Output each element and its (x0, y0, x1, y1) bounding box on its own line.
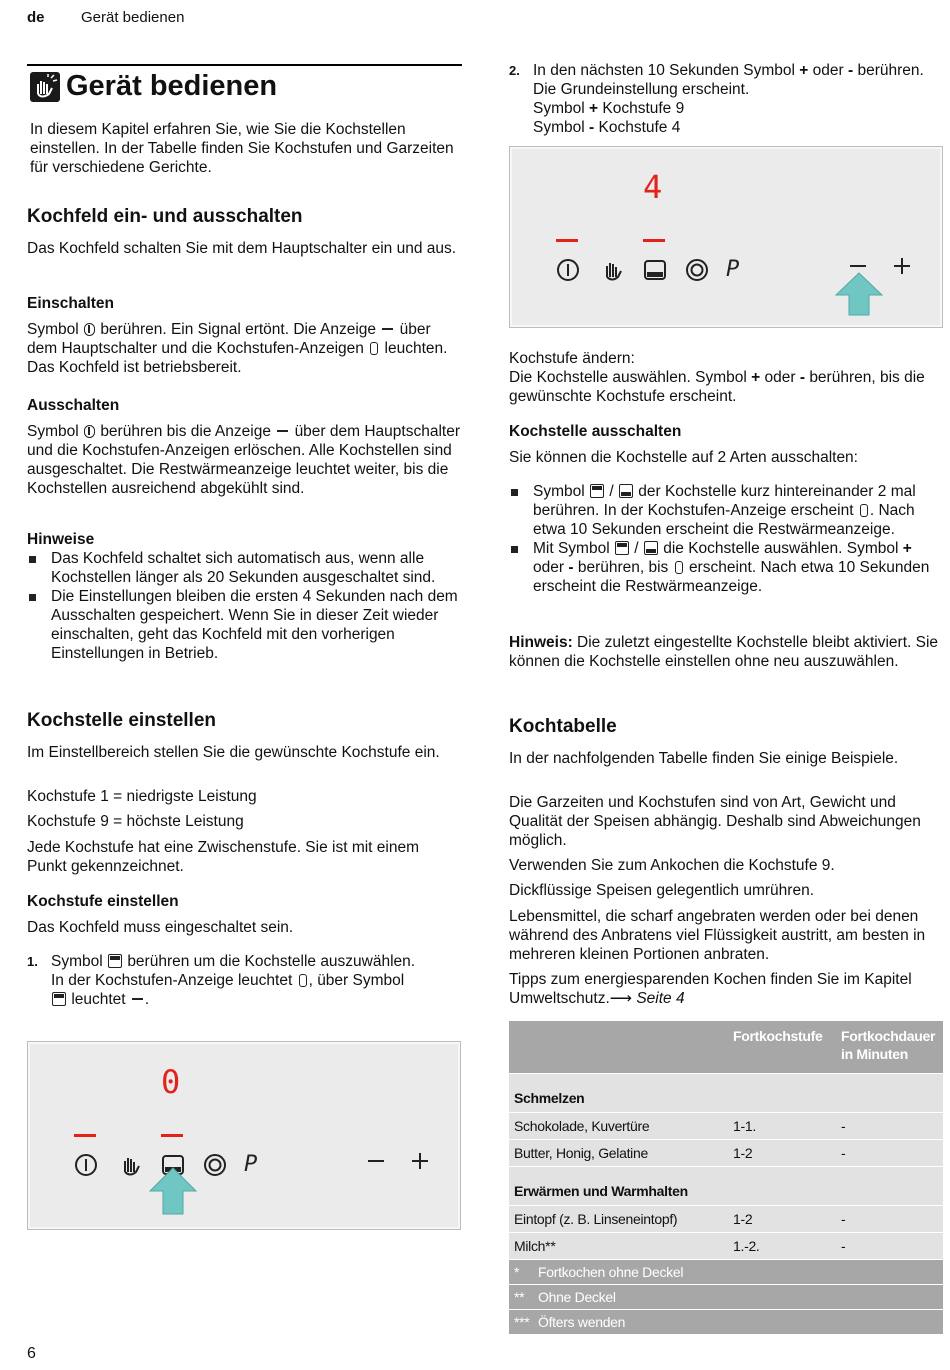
main-switch-icon (84, 425, 95, 438)
footnote-row: *** Öfters wenden (509, 1310, 943, 1335)
chapter-title: Gerät bedienen (66, 70, 278, 102)
switch-on-text: Symbol berühren. Ein Signal ertönt. Die Anzeige über dem Hauptschalter und die Kochstufen-Anzeigen leuchten. Das Kochfeld ist betriebsbereit. (27, 321, 448, 376)
indicator-bar (161, 1134, 183, 1137)
zero-display-icon (675, 561, 683, 574)
cooking-zone-rear-icon (619, 484, 633, 498)
table-section-row: Schmelzen (509, 1074, 943, 1113)
plus-icon[interactable] (409, 1150, 431, 1172)
cooking-zone-ring-icon[interactable] (684, 257, 710, 283)
zone-off-list (509, 482, 943, 596)
step-number: 2. (509, 63, 520, 78)
control-panel-illustration (27, 1041, 461, 1230)
section-text-onoff: Das Kochfeld schalten Sie mit dem Hauptschalter ein und aus. (27, 240, 457, 257)
chapter-heading (27, 64, 462, 102)
level-display: 0 (161, 1063, 181, 1101)
cooking-table (509, 1021, 943, 1335)
column-header-level: Fortkochstufe (728, 1021, 836, 1074)
zero-display-icon (299, 974, 307, 987)
step-1: 1. Symbol berühren um die Kochstelle auszuwählen. In der Kochstufen-Anzeige leuchtet , über Symbol leuchtet . (27, 953, 416, 1008)
table-intro-1: In der nachfolgenden Tabelle finden Sie einige Beispiele. (509, 750, 899, 767)
section-title-set-zone: Kochstelle einstellen (27, 710, 217, 731)
cooking-zone-front-icon (590, 484, 604, 498)
page-number: 6 (27, 1345, 36, 1362)
dash-indicator-icon (382, 328, 393, 330)
change-level-label: Kochstufe ändern: (509, 350, 635, 367)
table-intro-2: Die Garzeiten und Kochstufen sind von Art, Gewicht und Qualität der Speisen abhängig. Deshalb sind Abweichungen möglich. (509, 794, 921, 849)
table-row: Eintopf (z. B. Linseneintopf) 1-2 - (509, 1206, 943, 1233)
minus-icon[interactable] (365, 1150, 387, 1172)
set-level-title: Kochstufe einstellen (27, 893, 179, 910)
footnote-row: * Fortkochen ohne Deckel (509, 1260, 943, 1285)
intro-text: In diesem Kapitel erfahren Sie, wie Sie die Kochstellen einstellen. In der Tabelle finden Sie Kochstufen und Garzeiten für verschiedene Gerichte. (30, 121, 454, 176)
cooking-zone-rear-icon (644, 541, 658, 555)
table-intro-4: Dickflüssige Speisen gelegentlich umrühren. (509, 882, 814, 899)
dash-indicator-icon (277, 430, 288, 432)
table-intro-6: Tipps zum energiesparenden Kochen finden Sie im Kapitel Umweltschutz.⟶ Seite 4 (509, 971, 912, 1007)
indicator-bar (556, 239, 578, 242)
powerboost-icon[interactable]: P (726, 257, 740, 282)
main-switch-icon[interactable] (73, 1152, 99, 1178)
table-section-row: Erwärmen und Warmhalten (509, 1167, 943, 1206)
set-zone-text-4: Jede Kochstufe hat eine Zwischenstufe. Sie ist mit einem Punkt gekennzeichnet. (27, 839, 420, 875)
cooking-zone-front-icon (615, 541, 629, 555)
zero-display-icon (370, 342, 378, 355)
header-title: Gerät bedienen (81, 9, 185, 26)
switch-on-title: Einschalten (27, 295, 114, 312)
notes-list (27, 549, 462, 663)
step-number: 1. (27, 954, 38, 969)
child-lock-icon[interactable] (600, 257, 626, 283)
change-level-text: Die Kochstelle auswählen. Symbol + oder - berühren, bis die gewünschte Kochstufe erscheint. (509, 369, 925, 405)
plus-icon[interactable] (891, 255, 913, 277)
list-item: Die Einstellungen bleiben die ersten 4 Sekunden nach dem Ausschalten gespeichert. Wenn Sie in dieser Zeit wieder einschalten, geht das Kochfeld mit den vorherigen Einstellungen in Betrieb. (27, 587, 462, 663)
language-code: de (27, 9, 45, 26)
level-display: 4 (643, 168, 663, 206)
list-item: Symbol / der Kochstelle kurz hintereinander 2 mal berühren. In der Kochstufen-Anzeige erscheint . Nach etwa 10 Sekunden erscheint die Restwärmeanzeige. (509, 482, 943, 539)
main-switch-icon (84, 323, 95, 336)
pointer-arrow-icon (834, 271, 884, 316)
table-header-row (509, 1021, 943, 1074)
indicator-bar (643, 239, 665, 242)
column-header-time: Fortkochdauer in Minuten (836, 1021, 943, 1074)
powerboost-icon[interactable]: P (244, 1152, 258, 1177)
notes-title: Hinweise (27, 531, 95, 548)
hand-operation-icon (30, 72, 60, 102)
table-row: Butter, Honig, Gelatine 1-2 - (509, 1140, 943, 1167)
table-intro-5: Lebensmittel, die scharf angebraten werden oder bei denen während des Anbratens viel Flüssigkeit austritt, am besten in mehreren kleinen Portionen anbraten. (509, 908, 926, 963)
left-column (27, 0, 462, 1177)
section-title-onoff: Kochfeld ein- und ausschalten (27, 206, 303, 227)
pointer-arrow-icon (148, 1166, 198, 1216)
footnote-row: ** Ohne Deckel (509, 1285, 943, 1310)
page-reference-link[interactable]: Seite 4 (636, 990, 685, 1007)
control-panel-illustration (509, 146, 943, 328)
arrow-right-icon: ⟶ (609, 990, 633, 1007)
step-2: 2. In den nächsten 10 Sekunden Symbol + oder - berühren. Die Grundeinstellung erscheint. Symbol + Kochstufe 9 Symbol - Kochstufe 4 (509, 62, 924, 136)
set-zone-text-1: Im Einstellbereich stellen Sie die gewünschte Kochstufe ein. (27, 744, 440, 761)
table-row: Schokolade, Kuvertüre 1-1. - (509, 1113, 943, 1140)
switch-off-text: Symbol berühren bis die Anzeige über dem Hauptschalter und die Kochstufen-Anzeigen erlöschen. Alle Kochstellen sind ausgeschaltet. Die Restwärmeanzeige leuchtet weiter, bis die Kochstellen ausreichend abgekühlt sind. (27, 423, 460, 497)
table-row: Milch** 1.-2. - (509, 1233, 943, 1260)
child-lock-icon[interactable] (118, 1152, 144, 1178)
list-item: Mit Symbol / die Kochstelle auswählen. Symbol + oder - berühren, bis erscheint. Nach etwa 10 Sekunden erscheint die Restwärmeanzeige. (509, 539, 943, 596)
right-column (509, 0, 943, 1330)
set-zone-text-3: Kochstufe 9 = höchste Leistung (27, 813, 244, 830)
note-text: Hinweis: Die zuletzt eingestellte Kochstelle bleibt aktiviert. Sie können die Kochstelle einstellen ohne neu auszuwählen. (509, 634, 939, 670)
main-switch-icon[interactable] (555, 257, 581, 283)
cooking-zone-front-icon (108, 954, 122, 968)
cooking-zone-front-icon (52, 992, 66, 1006)
switch-off-title: Ausschalten (27, 397, 120, 414)
set-zone-text-2: Kochstufe 1 = niedrigste Leistung (27, 788, 257, 805)
dash-indicator-icon (132, 998, 143, 1000)
indicator-bar (74, 1134, 96, 1137)
zone-off-text: Sie können die Kochstelle auf 2 Arten ausschalten: (509, 449, 858, 466)
cooking-zone-front-icon[interactable] (642, 257, 668, 283)
set-level-text: Das Kochfeld muss eingeschaltet sein. (27, 919, 294, 936)
cooking-table-title: Kochtabelle (509, 716, 617, 737)
zone-off-title: Kochstelle ausschalten (509, 423, 682, 440)
cooking-zone-ring-icon[interactable] (202, 1152, 228, 1178)
list-item: Das Kochfeld schaltet sich automatisch aus, wenn alle Kochstellen länger als 20 Sekunden ausgeschaltet sind. (27, 549, 462, 587)
table-intro-3: Verwenden Sie zum Ankochen die Kochstufe 9. (509, 857, 835, 874)
zero-display-icon (860, 504, 868, 517)
